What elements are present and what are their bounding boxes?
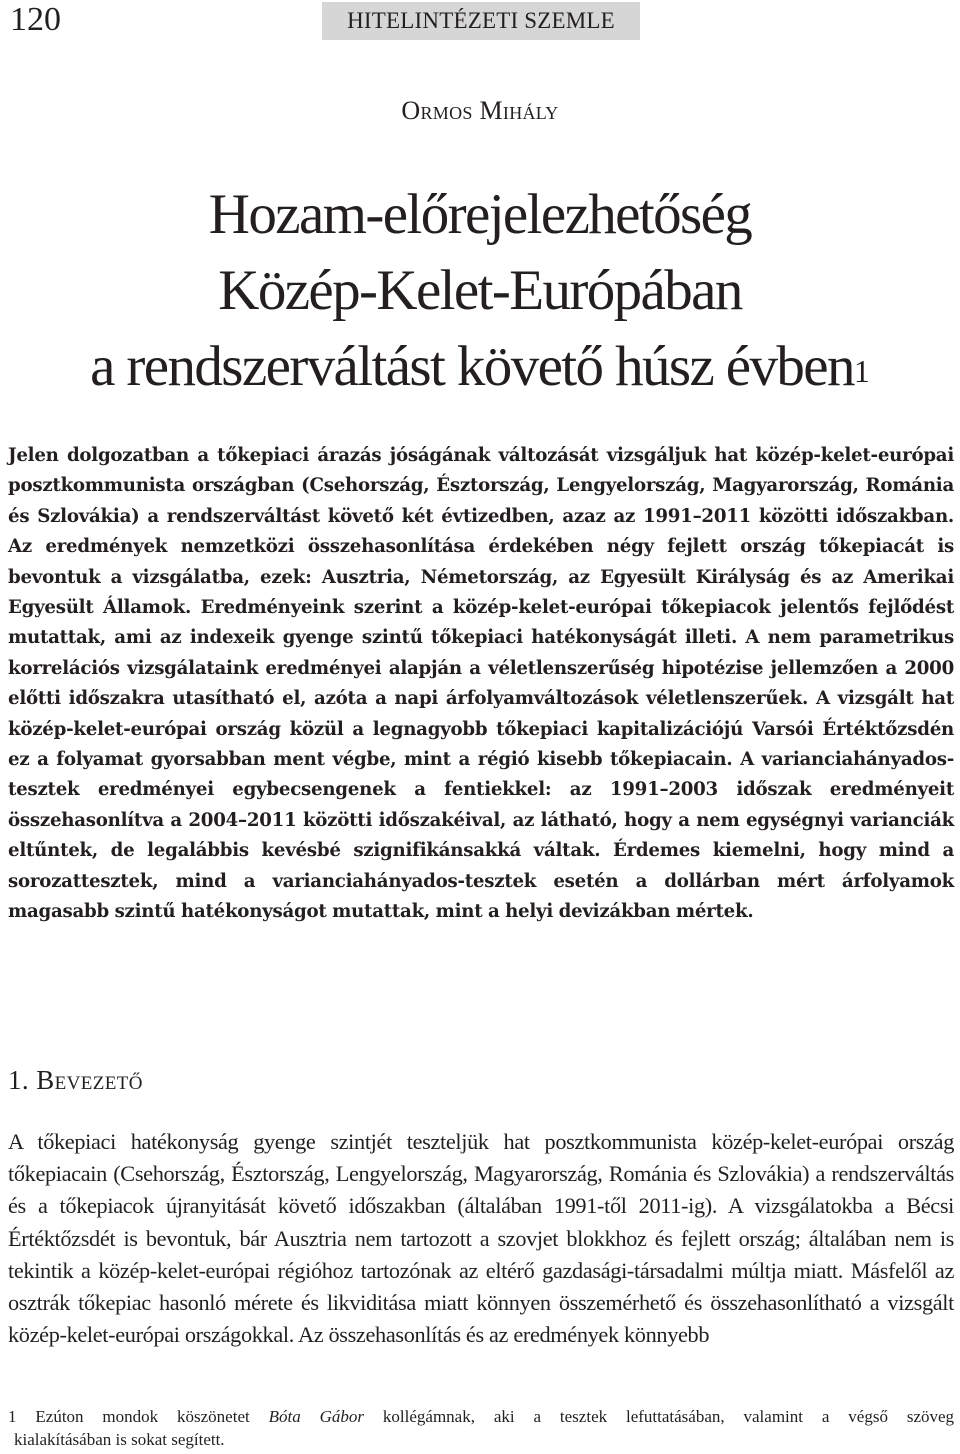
footnote-person-name: Bóta Gábor [268,1407,365,1426]
author-name: Ormos Mihály [401,96,559,125]
footnote-text: kollégámnak, aki a tesztek lefuttatásában, valamint a végső szöveg [382,1407,955,1426]
footnote-line [8,1406,954,1429]
title-line: Hozam-előrejelezhetőség [208,183,752,246]
title-line: a rendszerváltást követő húsz évben [90,335,854,398]
article-title [0,177,960,405]
footnote [8,1406,954,1451]
footnote-number: 1 [8,1407,17,1426]
abstract: Jelen dolgozatban a tőkepiaci árazás jóságának változását vizsgáljuk hat közép-kelet-európai posztkommunista országban (Csehország, Észtország, Lengyelország, Magyarország, Románia és Szlovákia) a rendszerváltást követő két évtizedben, azaz az 1991–2011 közötti időszakban. Az eredmények nemzetközi összehasonlítása érdekében négy fejlett ország tőkepiacát is bevontuk a vizsgálatba, ezek: Ausztria, Németország, az Egyesült Királyság és az Amerikai Egyesült Államok. Eredményeink szerint a közép-kelet-európai tőkepiacok jelentős fejlődést mutattak, ami az indexeik gyenge szintű tőkepiaci hatékonyságát illeti. A nem parametrikus korrelációs vizsgálataink eredményei alapján a véletlenszerűség hipotézise jellemzően a 2000 előtti időszakra utasítható el, azóta a napi árfolyamváltozások véletlenszerűek. A vizsgált hat közép-kelet-európai ország közül a legnagyobb tőkepiaci kapitalizációjú Varsói Értéktőzsdén ez a folyamat gyorsabban ment végbe, mint a régió kisebb tőkepiacain. A varianciahányados-tesztek eredményei egybecsengenek a fentiekkel: az 1991–2003 időszak eredményeit összehasonlítva a 2004–2011 közötti időszakéival, az látható, hogy a nem egységnyi varianciák eltűntek, de legalábbis kevésbé szignifikánsakká váltak. Érdemes kiemelni, hogy mind a sorozattesztek, mind a varianciahányados-tesztek esetén a dollárban mért árfolyamok magasabb szintű hatékonyságot mutattak, mint a helyi devizákban mértek. [8,445,954,923]
footnote-text: Ezúton mondok köszönetet [35,1407,250,1426]
title-line: Közép-Kelet-Európában [218,259,742,322]
body-paragraph: A tőkepiaci hatékonyság gyenge szintjét teszteljük hat posztkommunista közép-kelet-európai ország tőkepiacain (Csehország, Észtország, Lengyelország, Magyarország, Románia és Szlovákia) a rendszerváltás és a tőkepiacok újranyitását követő időszakban (általában 1991-től 2011-ig). A vizsgálatokba a Bécsi Értéktőzsdét is bevontuk, bár Ausztria nem tartozott a szovjet blokkhoz és fejlett ország; általában nem is tekintik a közép-kelet-európai régióhoz tartozónak az eltérő gazdasági-társadalmi múltja miatt. Másfelől az osztrák tőkepiac hasonló mérete és likviditása miatt könnyen összemérhető és összehasonlítható a vizsgált közép-kelet-európai országokkal. Az összehasonlítás és az eredmények könnyebb [8,1129,954,1348]
page-number: 120 [10,1,61,38]
section-heading: 1. Bevezető [8,1065,143,1095]
title-footnote-marker: 1 [853,353,870,389]
journal-header: HITELINTÉZETI SZEMLE [322,2,640,40]
footnote-line: kialakításában is sokat segített. [14,1429,225,1449]
